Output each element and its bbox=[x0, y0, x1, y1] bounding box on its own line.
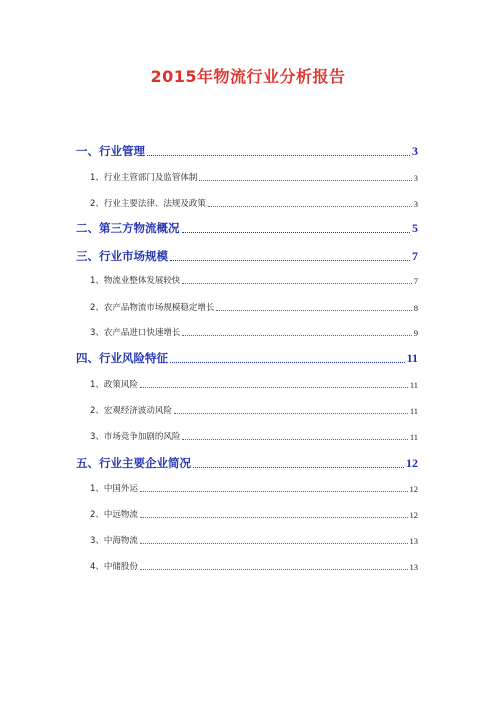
toc-item-cosco-logistics[interactable] bbox=[90, 508, 418, 520]
toc-section-industry-management[interactable] bbox=[76, 143, 418, 159]
toc-section-label: 二、第三方物流概况 bbox=[76, 221, 180, 235]
toc-page-number: 7 bbox=[413, 276, 418, 286]
toc-dot-leader bbox=[174, 412, 408, 414]
toc-item-agri-imports[interactable] bbox=[90, 326, 418, 338]
toc-page-number: 3 bbox=[413, 173, 418, 183]
toc-section-third-party-logistics[interactable] bbox=[76, 220, 418, 236]
toc-page-number: 3 bbox=[412, 144, 418, 158]
toc-item-overall-growth[interactable] bbox=[90, 274, 418, 286]
toc-dot-leader bbox=[140, 490, 408, 492]
toc-item-label: 2、宏观经济波动风险 bbox=[90, 406, 172, 416]
toc-page-number: 7 bbox=[412, 249, 418, 263]
toc-page-number: 13 bbox=[409, 536, 418, 546]
toc-page-number: 9 bbox=[413, 328, 418, 338]
toc-item-cmst[interactable] bbox=[90, 560, 418, 572]
toc-section-market-size[interactable] bbox=[76, 248, 418, 264]
toc-item-sinotrans[interactable] bbox=[90, 482, 418, 494]
toc-item-label: 2、行业主要法律、法规及政策 bbox=[90, 199, 206, 209]
toc-dot-leader bbox=[182, 231, 411, 233]
toc-section-label: 四、行业风险特征 bbox=[76, 351, 168, 365]
toc-page-number: 11 bbox=[409, 380, 418, 390]
toc-item-policy-risk[interactable] bbox=[90, 378, 418, 390]
toc-section-label: 三、行业市场规模 bbox=[76, 249, 168, 263]
toc-dot-leader bbox=[140, 516, 408, 518]
toc-section-risk-features[interactable] bbox=[76, 350, 418, 366]
toc-item-label: 1、政策风险 bbox=[90, 380, 138, 390]
toc-dot-leader bbox=[182, 438, 407, 440]
toc-page-number: 11 bbox=[406, 351, 418, 365]
toc-page-number: 12 bbox=[409, 484, 418, 494]
toc-dot-leader bbox=[193, 466, 404, 468]
toc-page-number: 11 bbox=[409, 406, 418, 416]
toc-page-number: 12 bbox=[409, 510, 418, 520]
toc-item-label: 3、市场竞争加剧的风险 bbox=[90, 432, 181, 442]
toc-item-label: 3、农产品进口快速增长 bbox=[90, 328, 181, 338]
toc-page-number: 3 bbox=[413, 199, 418, 209]
toc-dot-leader bbox=[216, 309, 411, 311]
toc-page-number: 13 bbox=[409, 562, 418, 572]
toc-page-number: 12 bbox=[406, 456, 418, 470]
toc-item-label: 1、中国外运 bbox=[90, 484, 138, 494]
toc-item-label: 2、农产品物流市场规模稳定增长 bbox=[90, 303, 215, 313]
toc-section-label: 五、行业主要企业简况 bbox=[76, 456, 191, 470]
toc-dot-leader bbox=[170, 361, 405, 363]
toc-item-competition-risk[interactable] bbox=[90, 430, 418, 442]
toc-item-macro-risk[interactable] bbox=[90, 404, 418, 416]
toc-dot-leader bbox=[140, 386, 408, 388]
toc-dot-leader bbox=[199, 179, 411, 181]
toc-item-label: 2、中远物流 bbox=[90, 510, 138, 520]
toc-dot-leader bbox=[182, 334, 411, 336]
toc-item-regulatory-body[interactable] bbox=[90, 171, 418, 183]
toc-item-china-shipping-logistics[interactable] bbox=[90, 534, 418, 546]
toc-item-label: 1、物流业整体发展较快 bbox=[90, 276, 181, 286]
toc-dot-leader bbox=[208, 205, 412, 207]
toc-section-major-companies[interactable] bbox=[76, 455, 418, 471]
toc-item-agri-logistics[interactable] bbox=[90, 301, 418, 313]
document-title: 2015年物流行业分析报告 bbox=[150, 67, 346, 86]
toc-page-number: 8 bbox=[413, 303, 418, 313]
toc-item-label: 4、中储股份 bbox=[90, 562, 138, 572]
toc-item-laws-policies[interactable] bbox=[90, 197, 418, 209]
toc-page-number: 11 bbox=[409, 432, 418, 442]
toc-dot-leader bbox=[140, 568, 408, 570]
toc-dot-leader bbox=[140, 542, 408, 544]
toc-page-number: 5 bbox=[412, 221, 418, 235]
toc-item-label: 3、中海物流 bbox=[90, 536, 138, 546]
toc-dot-leader bbox=[170, 259, 410, 261]
toc-dot-leader bbox=[182, 282, 411, 284]
toc-dot-leader bbox=[147, 154, 410, 156]
toc-item-label: 1、行业主管部门及监管体制 bbox=[90, 173, 198, 183]
toc-section-label: 一、行业管理 bbox=[76, 144, 145, 158]
